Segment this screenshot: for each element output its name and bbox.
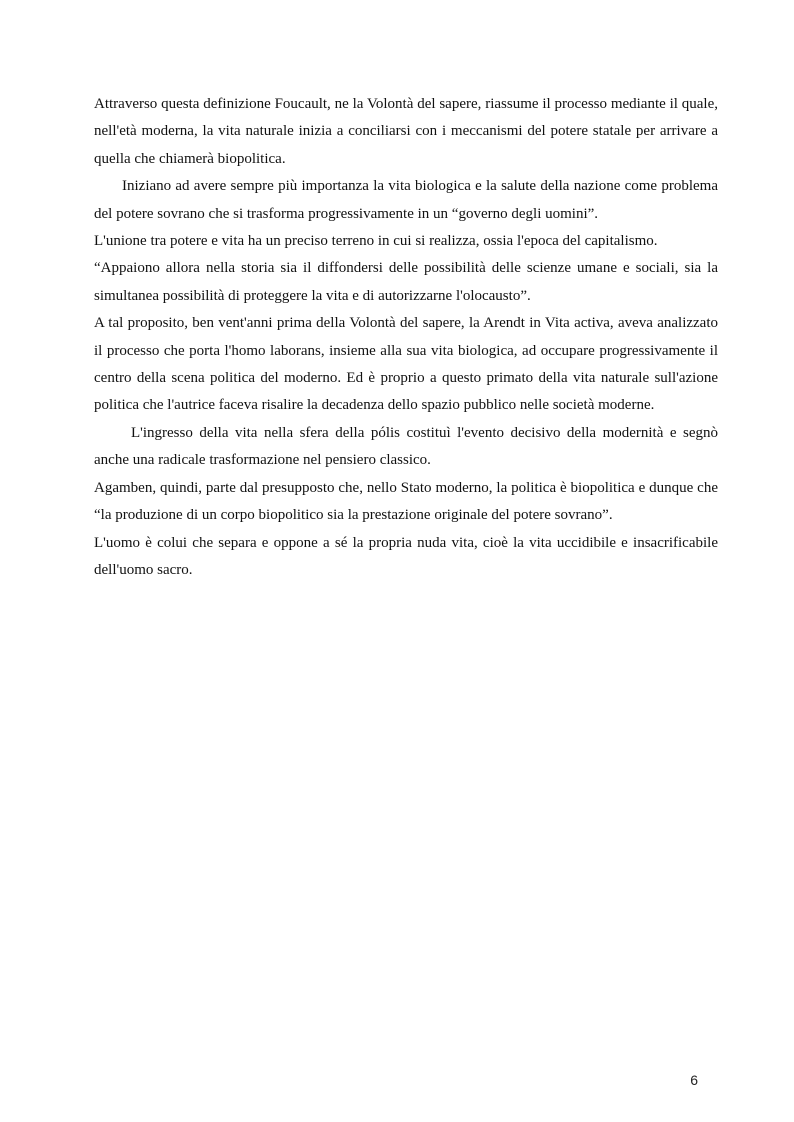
paragraph-agamben: Agamben, quindi, parte dal presupposto che, nello Stato moderno, la politica è biopolitica e dunque che “la produzione di un corpo biopolitico sia la prestazione originale del potere sovrano”. [94,479,718,524]
paragraph-polis: L'ingresso della vita nella sfera della pólis costituì l'evento decisivo della modernità e segnò anche una radicale trasformazione nel pensiero classico. [94,424,718,469]
paragraph-quote-holocaust: “Appaiono allora nella storia sia il diffondersi delle possibilità delle scienze umane e sociali, sia la simultanea possibilità di proteggere la vita e di autorizzarne l'olocausto”. [94,260,718,304]
body-text [94,91,718,584]
paragraph-capitalism: L'unione tra potere e vita ha un preciso terreno in cui si realizza, ossia l'epoca del capitalismo. [94,233,658,250]
page-number: 6 [690,1072,698,1088]
paragraph-foucault-definition: Attraverso questa definizione Foucault, ne la Volontà del sapere, riassume il processo mediante il quale, nell'età moderna, la vita naturale inizia a conciliarsi con i meccanismi del potere statale per arrivare a quella che chiamerà biopolitica. [94,96,718,167]
paragraph-biological-life: Iniziano ad avere sempre più importanza la vita biologica e la salute della nazione come problema del potere sovrano che si trasforma progressivamente in un “governo degli uomini”. [94,178,718,222]
paragraph-arendt: A tal proposito, ben vent'anni prima della Volontà del sapere, la Arendt in Vita activa, aveva analizzato il processo che porta l'homo laborans, insieme alla sua vita biologica, ad occupare progressivamente il centro della scena politica del moderno. Ed è proprio a questo primato della vita naturale sull'azione politica che l'autrice faceva risalire la decadenza dello spazio pubblico nelle società moderne. [94,315,718,414]
paragraph-homo-sacer: L'uomo è colui che separa e oppone a sé la propria nuda vita, cioè la vita uccidibile e insacrificabile dell'uomo sacro. [94,534,718,578]
